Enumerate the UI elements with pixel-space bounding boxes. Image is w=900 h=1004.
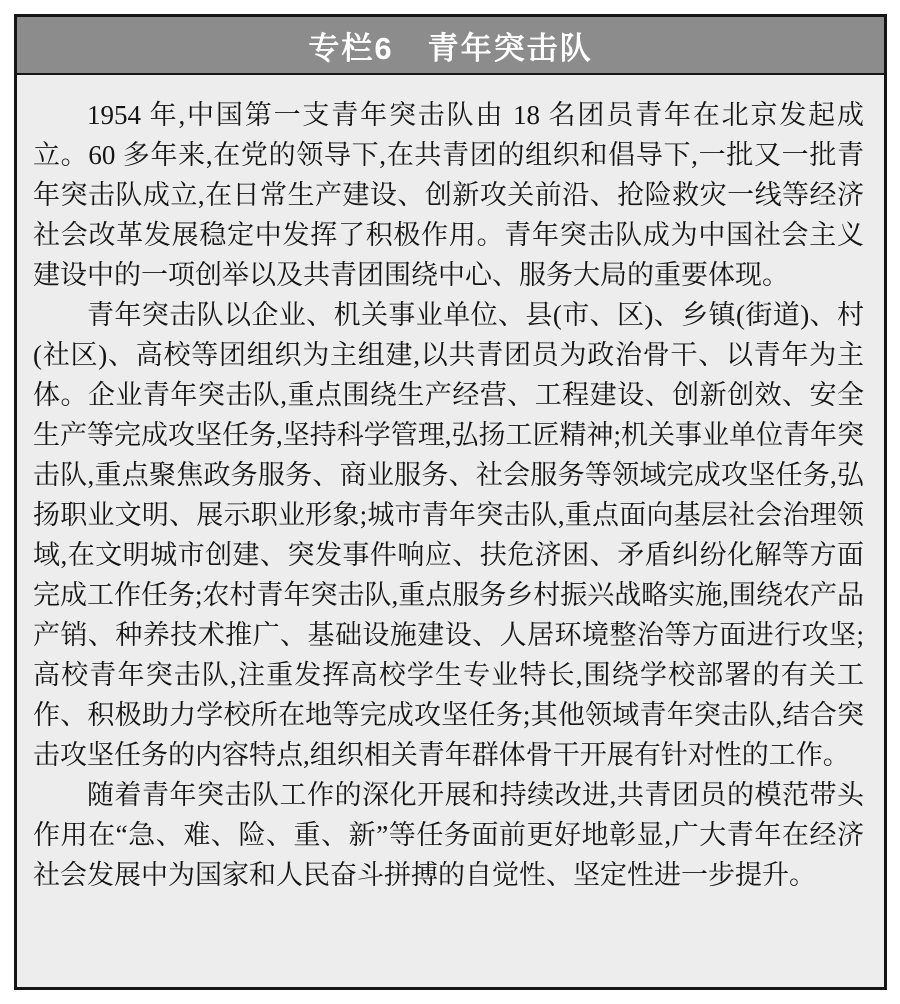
column-header: [17, 17, 884, 75]
paragraph-history: 1954 年,中国第一支青年突击队由 18 名团员青年在北京发起成立。60 多年来,在党的领导下,在共青团的组织和倡导下,一批又一批青年突击队成立,在日常生产建设、创新攻关前沿、抢险救灾一线等经济社会改革发展稳定中发挥了积极作用。青年突击队成为中国社会主义建设中的一项创举以及共青团围绕中心、服务大局的重要体现。: [33, 100, 864, 290]
paragraph-outlook: 随着青年突击队工作的深化开展和持续改进,共青团员的模范带头作用在“急、难、险、重、新”等任务面前更好地彰显,广大青年在经济社会发展中为国家和人民奋斗拼搏的自觉性、坚定性进一步提升。: [33, 780, 864, 890]
column-box: [14, 14, 887, 990]
column-title: 青年突击队: [427, 30, 593, 66]
column-body: [17, 75, 884, 987]
column-label: 专栏6: [308, 30, 394, 66]
paragraph-organization: 青年突击队以企业、机关事业单位、县(市、区)、乡镇(街道)、村(社区)、高校等团组织为主组建,以共青团员为政治骨干、以青年为主体。企业青年突击队,重点围绕生产经营、工程建设、创新创效、安全生产等完成攻坚任务,坚持科学管理,弘扬工匠精神;机关事业单位青年突击队,重点聚焦政务服务、商业服务、社会服务等领域完成攻坚任务,弘扬职业文明、展示职业形象;城市青年突击队,重点面向基层社会治理领域,在文明城市创建、突发事件响应、扶危济困、矛盾纠纷化解等方面完成工作任务;农村青年突击队,重点服务乡村振兴战略实施,围绕农产品产销、种养技术推广、基础设施建设、人居环境整治等方面进行攻坚;高校青年突击队,注重发挥高校学生专业特长,围绕学校部署的有关工作、积极助力学校所在地等完成攻坚任务;其他领域青年突击队,结合突击攻坚任务的内容特点,组织相关青年群体骨干开展有针对性的工作。: [33, 300, 865, 770]
